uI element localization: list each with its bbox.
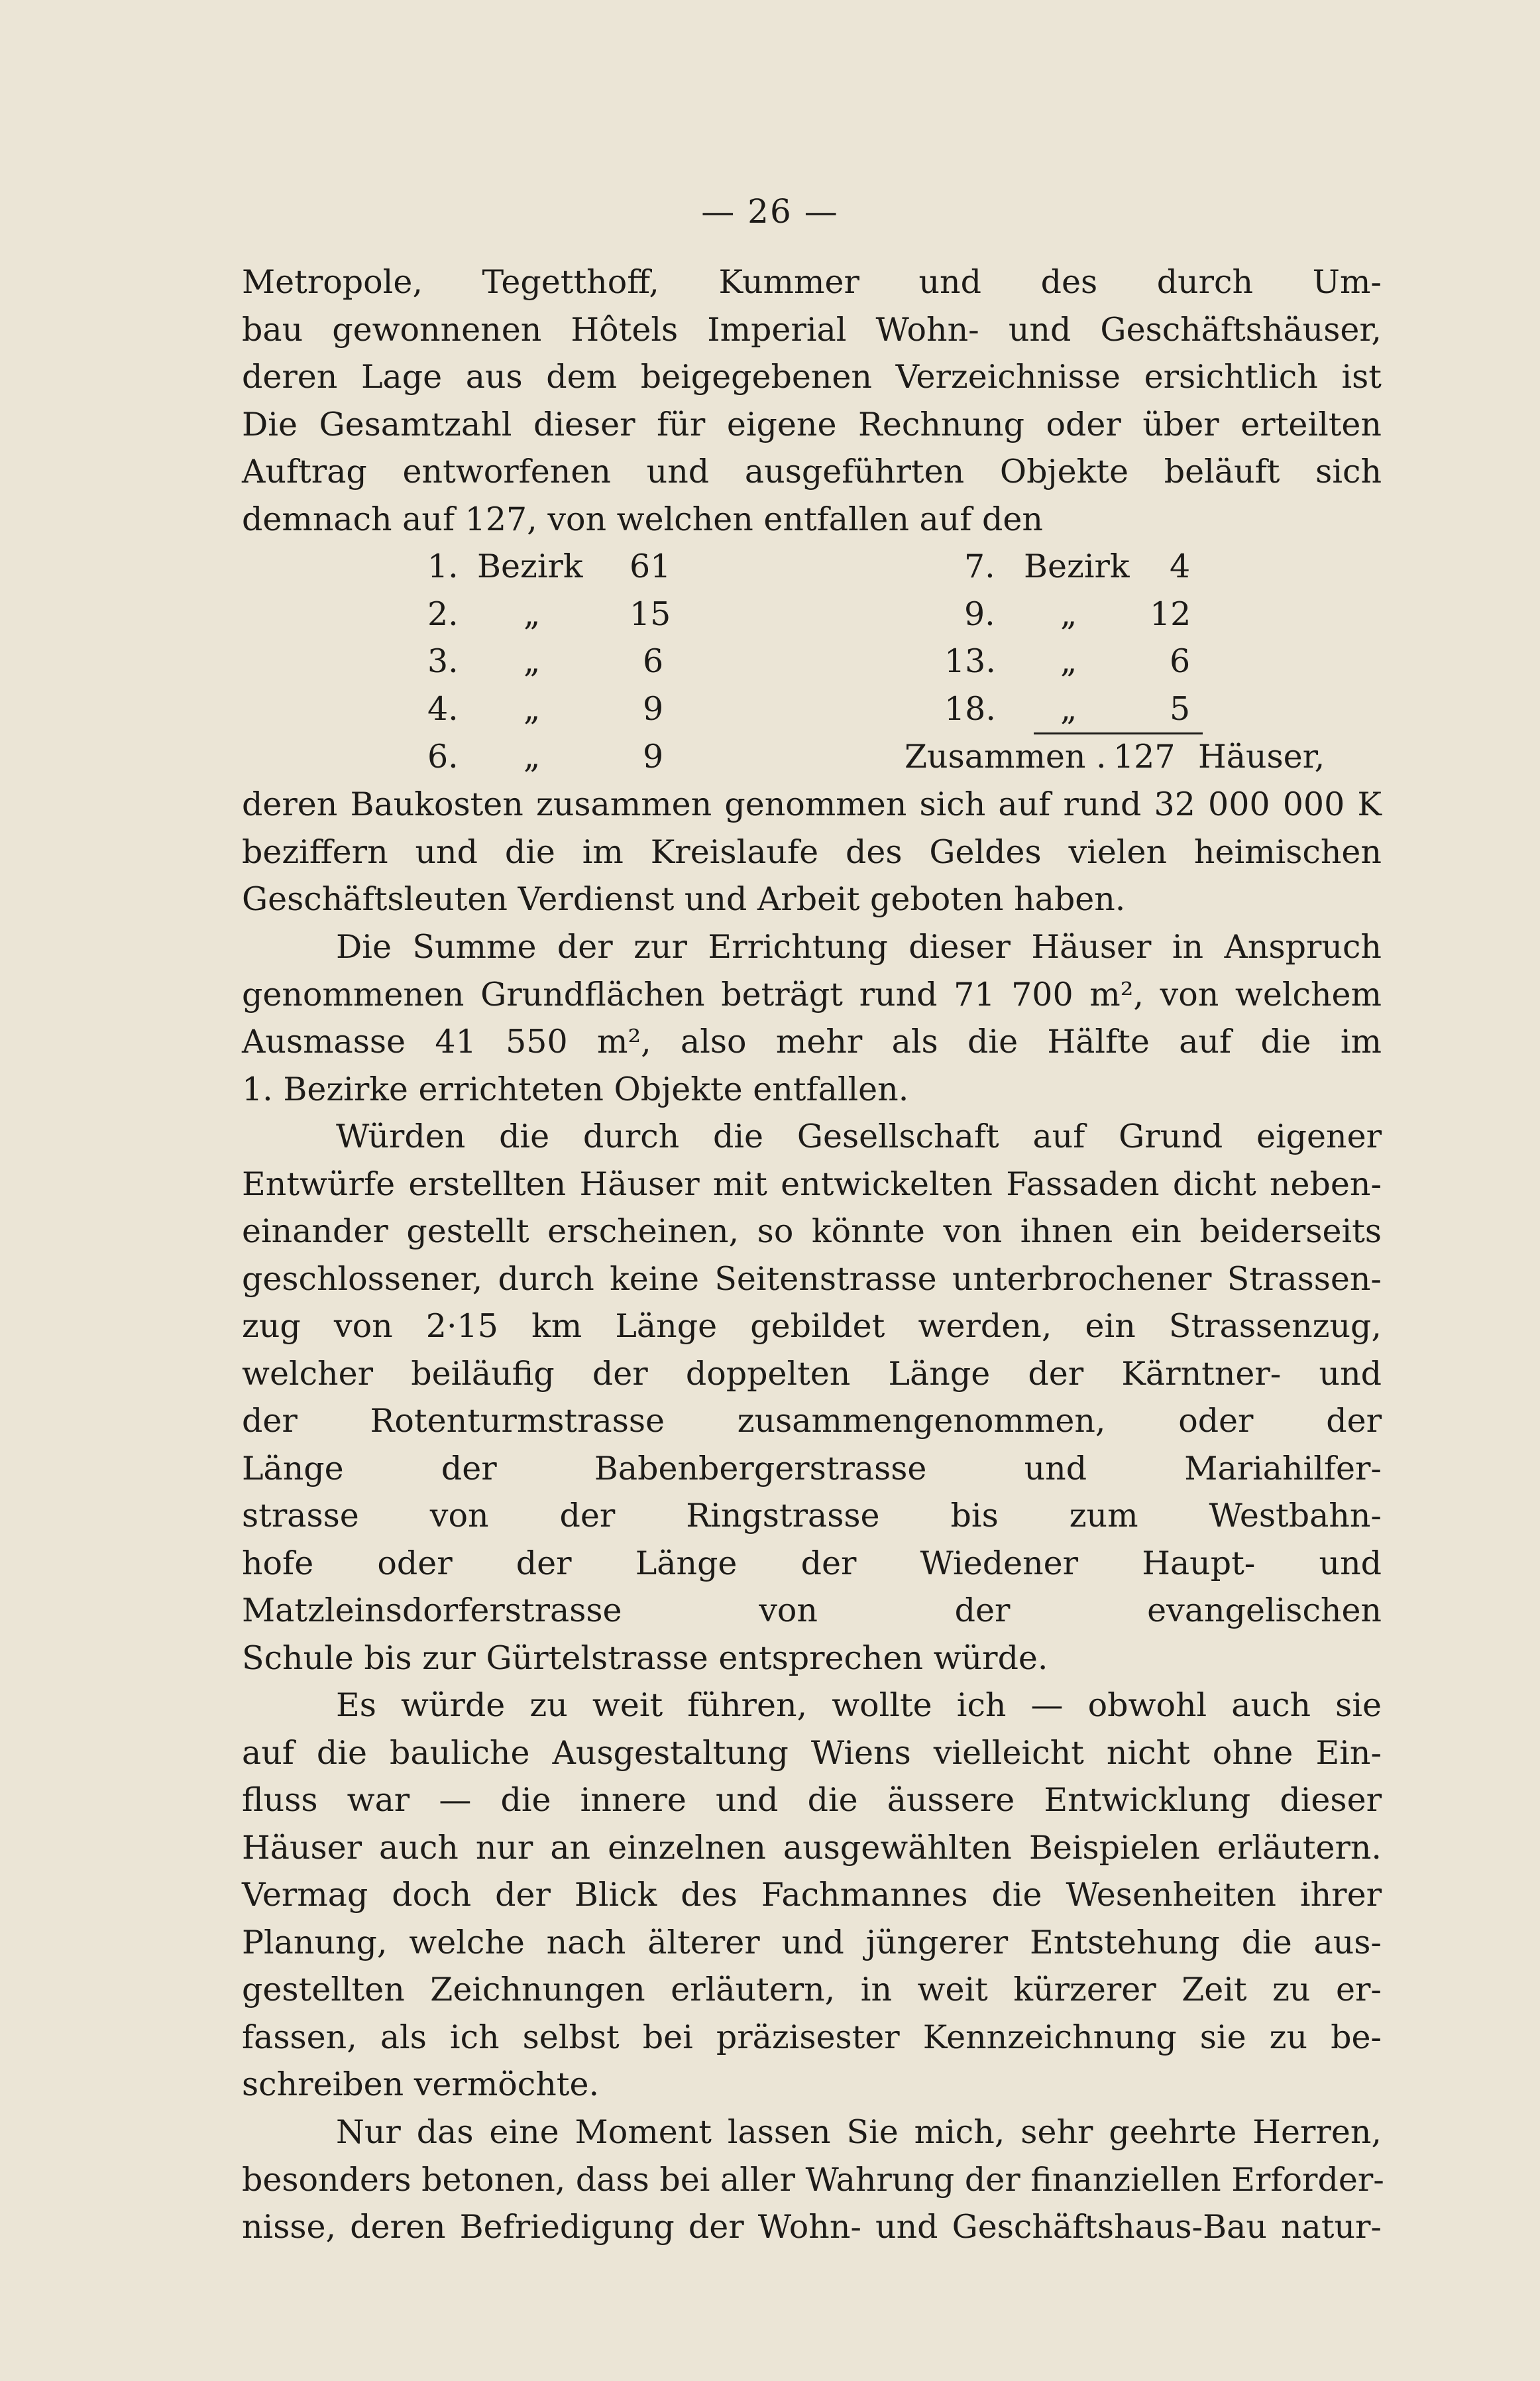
text-line: Die Summe der zur Errichtung dieser Häuser in Anspruch — [336, 928, 1382, 966]
text-line: nisse, deren Befriedigung der Wohn- und Geschäftshaus-Bau natur- — [242, 2208, 1382, 2246]
house-count: 15 — [630, 595, 671, 633]
house-count: 61 — [630, 548, 671, 585]
paragraph-area — [242, 923, 1382, 1113]
district-number: 13. — [944, 642, 996, 680]
table-row — [0, 685, 1540, 733]
text-line: besonders betonen, dass bei aller Wahrung der finanziellen Erforder- — [242, 2160, 1384, 2199]
paragraph-emphasis — [242, 2109, 1382, 2251]
district-number: 9. — [964, 595, 995, 633]
paragraph-development — [242, 1682, 1382, 2109]
text-line: Matzleinsdorferstrasse von der evangelischen — [242, 1592, 1382, 1629]
text-line: Entwürfe erstellten Häuser mit entwickelten Fassaden dicht neben- — [242, 1165, 1382, 1203]
total-count: 127 — [1113, 738, 1176, 776]
district-label: Bezirk — [477, 548, 583, 585]
text-line: Geschäftsleuten Verdienst und Arbeit geboten haben. — [242, 880, 1126, 918]
text-line: der Rotenturmstrasse zusammengenommen, oder der — [242, 1402, 1382, 1440]
text-line: Würden die durch die Gesellschaft auf Grund eigener — [336, 1118, 1382, 1155]
text-line: Länge der Babenbergerstrasse und Mariahilfer- — [242, 1449, 1382, 1487]
paragraph-street-length — [242, 1113, 1382, 1682]
ditto-mark: „ — [523, 690, 541, 728]
text-line: genommenen Grundflächen beträgt rund 71 700 m², von welchem — [242, 975, 1382, 1014]
district-label: Bezirk — [1024, 548, 1130, 585]
ditto-mark: „ — [1060, 642, 1077, 680]
text-line: Nur das eine Moment lassen Sie mich, sehr geehrte Herren, — [336, 2113, 1382, 2151]
house-count: 4 — [1170, 548, 1191, 585]
district-number: 1. — [427, 548, 459, 585]
text-line: demnach auf 127, von welchen entfallen auf den — [242, 500, 1043, 538]
text-line: strasse von der Ringstrasse bis zum Westbahn- — [242, 1497, 1382, 1535]
district-number: 7. — [964, 548, 995, 585]
paragraph-costs — [242, 781, 1382, 923]
table-row — [0, 638, 1540, 685]
ditto-mark: „ — [523, 595, 541, 633]
house-count: 5 — [1170, 690, 1191, 728]
house-count: 12 — [1150, 595, 1191, 633]
page-number: — 26 — — [701, 192, 839, 231]
district-number: 2. — [427, 595, 459, 633]
district-number: 6. — [427, 738, 459, 776]
total-label: Zusammen . — [905, 738, 1107, 776]
text-line: Es würde zu weit führen, wollte ich — obwohl auch sie — [336, 1686, 1382, 1724]
table-row — [0, 543, 1540, 591]
district-number: 4. — [427, 690, 459, 728]
text-line: geschlossener, durch keine Seitenstrasse unterbrochener Strassen- — [242, 1259, 1382, 1298]
text-line: beziffern und die im Kreislaufe des Geldes vielen heimischen — [242, 833, 1382, 871]
ditto-mark: „ — [523, 738, 541, 776]
house-count: 6 — [643, 642, 664, 680]
text-line: auf die bauliche Ausgestaltung Wiens vielleicht nicht ohne Ein- — [242, 1733, 1382, 1772]
text-line: Metropole, Tegetthoff, Kummer und des durch Um- — [242, 263, 1382, 301]
ditto-mark: „ — [523, 642, 541, 680]
text-line: zug von 2·15 km Länge gebildet werden, ein Strassenzug, — [242, 1307, 1382, 1345]
text-line: Vermag doch der Blick des Fachmannes die Wesenheiten ihrer — [242, 1876, 1382, 1914]
text-line: einander gestellt erscheinen, so könnte von ihnen ein beiderseits — [242, 1212, 1382, 1250]
text-line: Schule bis zur Gürtelstrasse entsprechen würde. — [242, 1639, 1048, 1677]
text-line: deren Baukosten zusammen genommen sich auf rund 32 000 000 K — [242, 785, 1382, 823]
text-line: Ausmasse 41 550 m², also mehr als die Hälfte auf die im — [242, 1023, 1382, 1061]
table-row-total — [0, 733, 1540, 781]
ditto-mark: „ — [1060, 595, 1077, 633]
ditto-mark: „ — [1060, 690, 1077, 728]
text-line: fluss war — die innere und die äussere Entwicklung dieser — [242, 1781, 1382, 1819]
text-line: Häuser auch nur an einzelnen ausgewählten Beispielen erläutern. — [242, 1828, 1382, 1867]
district-number: 3. — [427, 642, 459, 680]
text-line: Auftrag entworfenen und ausgeführten Objekte beläuft sich — [242, 453, 1382, 491]
house-count: 9 — [643, 738, 664, 776]
total-unit: Häuser, — [1198, 738, 1325, 776]
text-line: fassen, als ich selbst bei präzisester Kennzeichnung sie zu be- — [242, 2018, 1382, 2056]
text-line: schreiben vermöchte. — [242, 2065, 600, 2103]
text-line: bau gewonnenen Hôtels Imperial Wohn- und Geschäftshäuser, — [242, 310, 1382, 349]
district-number: 18. — [944, 690, 996, 728]
text-line: 1. Bezirke errichteten Objekte entfallen. — [242, 1070, 909, 1108]
house-count: 9 — [643, 690, 664, 728]
text-line: Die Gesamtzahl dieser für eigene Rechnung oder über erteilten — [242, 405, 1382, 443]
house-count: 6 — [1170, 642, 1191, 680]
paragraph-intro — [242, 259, 1382, 543]
table-row — [0, 591, 1540, 638]
text-line: hofe oder der Länge der Wiedener Haupt- und — [242, 1544, 1382, 1582]
text-line: gestellten Zeichnungen erläutern, in weit kürzerer Zeit zu er- — [242, 1971, 1382, 2008]
text-line: Planung, welche nach älterer und jüngerer Entstehung die aus- — [242, 1923, 1382, 1961]
text-line: deren Lage aus dem beigegebenen Verzeichnisse ersichtlich ist — [242, 358, 1382, 396]
text-line: welcher beiläufig der doppelten Länge der Kärntner- und — [242, 1354, 1382, 1393]
